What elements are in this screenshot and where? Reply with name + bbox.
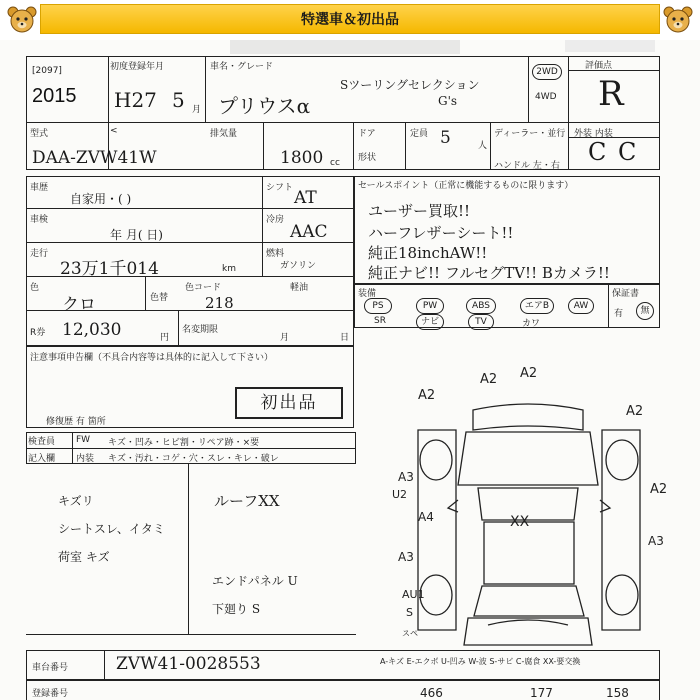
name-change-month: 月 — [280, 333, 290, 343]
mileage-label: 走行 — [30, 249, 49, 259]
bear-mascot-icon — [662, 4, 694, 34]
fuel-label: 燃料 — [266, 249, 285, 259]
score-label: 評価点 — [585, 61, 613, 71]
grade-sub: G's — [438, 94, 458, 108]
ext-int-label: 外装 内装 — [574, 129, 613, 139]
displacement-unit: cc — [330, 158, 340, 168]
damage-top-1: A2 — [480, 372, 498, 387]
color-no-label: 色替 — [150, 293, 169, 303]
warranty-value-2: 無 — [636, 302, 654, 320]
color-code-label: 色コード — [185, 283, 222, 293]
damage-right-a3: A3 — [648, 534, 664, 548]
recycle-value: 12,030 — [62, 320, 122, 340]
month-unit: 月 — [192, 105, 202, 115]
equipment-sr: SR — [374, 316, 386, 326]
warranty-value: 有 — [614, 309, 624, 319]
ext-grade: C — [588, 138, 607, 166]
sales-point-1: ユーザー買取!! — [368, 202, 471, 220]
drive-4wd: 4WD — [535, 92, 557, 102]
usage-label: 車歴 — [30, 183, 49, 193]
damage-front-right: A2 — [626, 404, 644, 419]
damage-left-u2: U2 — [392, 488, 408, 501]
sales-point-4: 純正ナビ!! フルセグTV!! Bカメラ!! — [368, 264, 610, 282]
form-label: 形状 — [358, 153, 377, 163]
handle-label: ハンドル 左・右 — [494, 161, 560, 171]
damage-roof-xx: XX — [510, 514, 530, 530]
capacity-label: 定員 — [410, 129, 429, 139]
warranty-label: 保証書 — [612, 289, 640, 299]
equipment-pw: PW — [416, 298, 444, 314]
auction-house-logo — [230, 40, 460, 54]
in-label: 内装 — [76, 454, 95, 464]
note-right-3: 下廻り S — [212, 602, 261, 616]
dim-width: 177 — [530, 686, 553, 700]
equipment-ps: PS — [364, 298, 392, 314]
doors-label: ドア — [358, 129, 376, 139]
note-left-2: シートスレ、イタミ — [58, 522, 165, 536]
name-change-day: 日 — [340, 333, 350, 343]
equipment-aw: AW — [568, 298, 594, 314]
chassis-label: 車台番号 — [32, 663, 69, 673]
color-value: クロ — [62, 295, 96, 315]
repair-history: 修復歴 有 箇所 — [46, 417, 106, 427]
drive-2wd: 2WD — [532, 64, 562, 80]
equipment-navi: ナビ — [416, 314, 444, 330]
note-right-2: エンドパネル U — [212, 574, 298, 588]
sales-point-2: ハーフレザーシート!! — [368, 224, 514, 242]
damage-rear-au1: AU1 — [402, 588, 425, 601]
in-items: キズ・汚れ・コゲ・穴・スレ・キレ・破レ — [108, 454, 279, 464]
inspector-label-2: 記入欄 — [28, 454, 56, 464]
equipment-airbag: エアB — [520, 298, 554, 314]
note-right-1: ルーフXX — [214, 492, 280, 510]
grade: Sツーリングセレクション — [340, 78, 480, 92]
damage-left-a3: A3 — [398, 470, 414, 484]
equipment-leather: カワ — [522, 319, 541, 329]
capacity-value: 5 — [440, 128, 451, 148]
banner-bar — [40, 4, 660, 34]
color-label: 色 — [30, 283, 40, 293]
shift-label: シフト — [266, 183, 294, 193]
name-change-label: 名変期限 — [182, 325, 219, 335]
color-code-value: 218 — [205, 294, 234, 312]
note-left-1: キズリ — [58, 494, 94, 508]
fuel-value-2: 軽油 — [290, 283, 309, 293]
first-reg-label: 初度登録年月 — [110, 62, 165, 72]
model-grade-label: 車名・グレード — [210, 62, 274, 72]
usage-value: 自家用・( ) — [70, 192, 132, 206]
damage-rear-label: スペ — [402, 629, 418, 638]
banner-title: 特選車＆初出品 — [301, 12, 399, 28]
sales-point-3: 純正18inchAW!! — [368, 244, 488, 262]
era-year: H27 — [114, 88, 157, 112]
header-right-smudge — [565, 40, 655, 52]
int-grade: C — [618, 138, 637, 166]
registration-row — [26, 680, 660, 700]
note-left-3: 荷室 キズ — [58, 550, 110, 564]
damage-right-a2: A2 — [650, 482, 668, 497]
equipment-abs: ABS — [466, 298, 496, 314]
reg-month: 5 — [172, 88, 185, 112]
displacement-label: 排気量 — [210, 129, 238, 139]
recycle-label: R券 — [30, 328, 46, 338]
top-banner — [0, 0, 700, 40]
aircon-value: AAC — [290, 222, 328, 242]
first-listing-stamp: 初出品 — [235, 387, 343, 419]
lot-number: [2097] — [32, 66, 62, 76]
displacement-value: 1800 — [280, 148, 324, 168]
dealer-label: ディーラー・並行 — [494, 129, 566, 139]
shift-value: AT — [294, 188, 317, 208]
bear-mascot-icon — [6, 4, 38, 34]
car-name: プリウスα — [218, 94, 311, 118]
recycle-unit: 円 — [160, 333, 170, 343]
equipment-tv: TV — [468, 314, 494, 330]
dim-length: 466 — [420, 686, 443, 700]
score-value: R — [598, 74, 624, 114]
mileage-unit: km — [222, 264, 236, 274]
model-year: 2015 — [32, 85, 77, 107]
type-value: DAA-ZVW41W — [32, 148, 157, 168]
damage-rear-s: S — [406, 606, 413, 619]
sales-point-label: セールスポイント（正常に機能するものに限ります） — [358, 181, 574, 191]
damage-top-2: A2 — [520, 366, 538, 381]
registration-label: 登録番号 — [32, 689, 69, 699]
damage-left-a3b: A3 — [398, 550, 414, 564]
type-label: 型式 — [30, 129, 49, 139]
chassis-value: ZVW41-0028553 — [116, 654, 261, 674]
capacity-unit: 人 — [478, 141, 488, 151]
fw-label: FW — [76, 435, 91, 445]
damage-front-left: A2 — [418, 388, 436, 403]
damage-left-a4: A4 — [418, 510, 434, 524]
inspector-label-1: 検査員 — [28, 437, 56, 447]
aircon-label: 冷房 — [266, 215, 285, 225]
inspection-label: 車検 — [30, 215, 49, 225]
dim-height: 158 — [606, 686, 629, 700]
auction-sheet: [2097] 2015 初度登録年月 H27 5 月 車名・グレード プリウスα Sツーリングセレクション G's 2WD 4WD 評価点 R 型式 DAA-ZVW41W < 排気量 1800 cc ドア 形状 定員 5 人 ディーラー・並行 ハンドル 左・右 外装 内装 C C 車歴 自家用・( ) シフト AT 車検 年 月( 日) 冷房 AAC 走行 23万1千014 km 燃料 ガソリン 軽油 色 クロ 色替 色コード 218 R券 12,030 円 名変期限 月 日 セールスポイント（正常に機能するものに限ります） ユーザー買取!! ハーフレザーシート!! 純正18inchAW!! 純正ナビ!! フルセグTV!! Bカメラ!! 装備 PS PW ABS エアB AW SR ナビ TV カワ 保証書 有 無 注意事項申告欄（不具合内容等は具体的に記入して下さい） 修復歴 有 箇所 初出品 検査員 記入欄 FW キズ・凹み・ヒビ割・リペア跡・×要 内装 キズ・汚れ・コゲ・穴・スレ・キレ・破レ キズリ シートスレ、イタミ 荷室 キズ ルーフXX エンドパネル U 下廻り S A2 A2 A2 A2 A3 U2 A4 A3 A2 A3 XX AU1 S スペ A-キズ E-エクボ U-凹み W-波 S-サビ C-腐食 XX-要交換 車台番号 ZVW41-0028553 登録番号 466 177 158 — [0, 40, 700, 700]
damage-legend: A-キズ E-エクボ U-凹み W-波 S-サビ C-腐食 XX-要交換 — [380, 657, 581, 666]
fuel-value: ガソリン — [280, 261, 317, 271]
inspection-value: 年 月( 日) — [110, 228, 163, 242]
equipment-label: 装備 — [358, 289, 377, 299]
declaration-label: 注意事項申告欄（不具合内容等は具体的に記入して下さい） — [30, 353, 274, 363]
mileage-value: 23万1千014 — [60, 259, 159, 279]
fw-items: キズ・凹み・ヒビ割・リペア跡・×要 — [108, 438, 260, 448]
